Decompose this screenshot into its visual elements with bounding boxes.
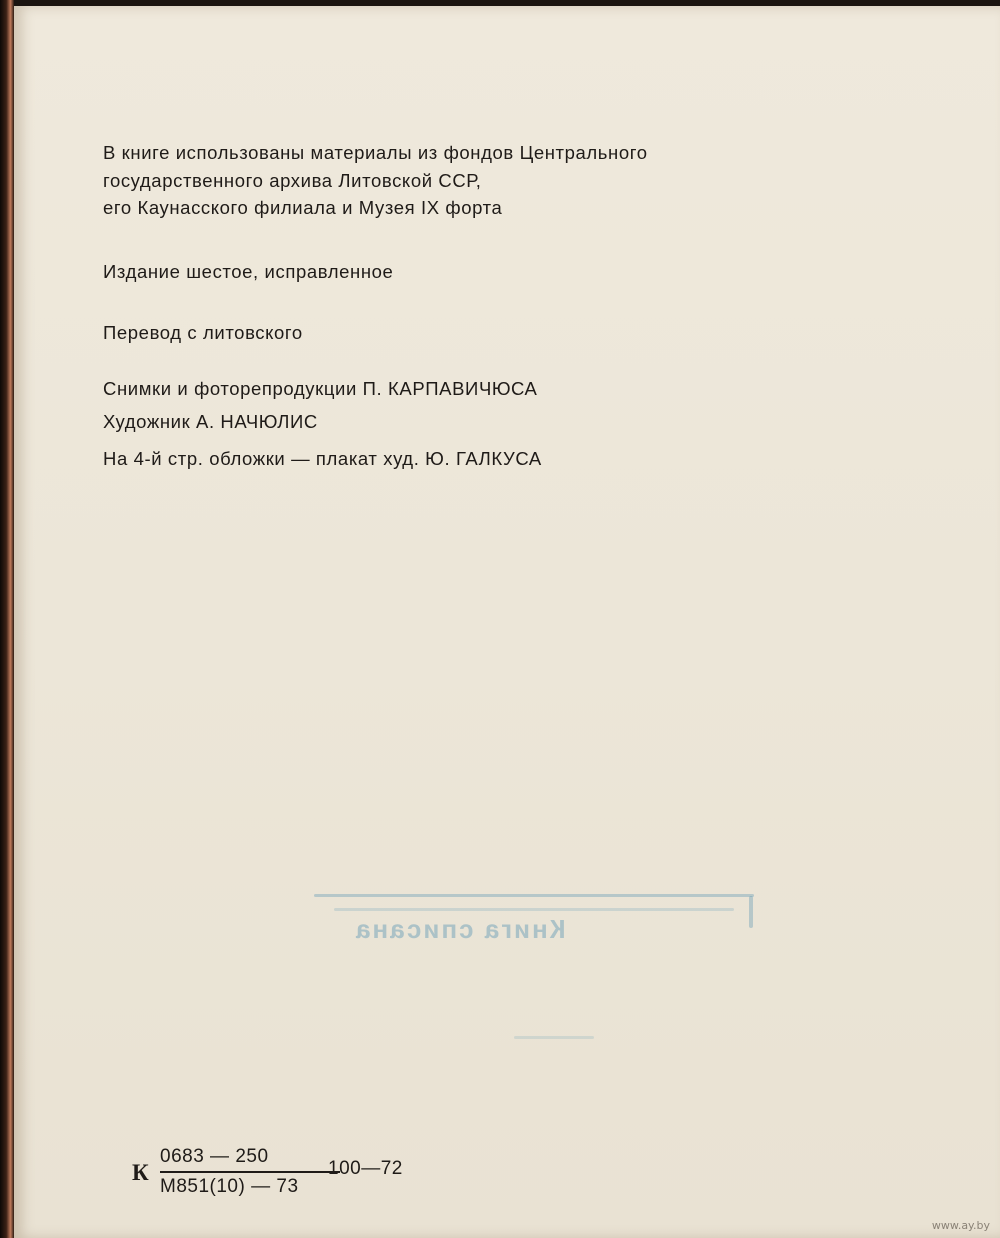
book-spine-edge [0,0,14,1238]
library-stamp: Книга списана [354,914,566,944]
sources-line-3: его Каунасского филиала и Музея IX форта [103,197,503,218]
stamp-rule-side [749,896,753,928]
sources-line-2: государственного архива Литовской ССР, [103,170,482,191]
sources-line-1: В книге использованы материалы из фондов Центрального [103,142,648,163]
watermark: www.ay.by [931,1219,990,1232]
biblio-fraction-bar [160,1171,340,1173]
biblio-right-code: 100—72 [328,1158,403,1179]
artist-credit: Художник А. НАЧЮЛИС [103,411,318,432]
photos-credit: Снимки и фоторепродукции П. КАРПАВИЧЮСА [103,378,538,399]
biblio-denominator: М851(10) — 73 [160,1176,299,1197]
translation-note: Перевод с литовского [103,322,303,343]
edition-note: Издание шестое, исправленное [103,261,394,282]
stamp-rule-mid [334,908,734,911]
stamp-rule-top [314,894,754,897]
biblio-numerator: 0683 — 250 [160,1146,269,1167]
back-cover-credit: На 4-й стр. обложки — плакат худ. Ю. ГАЛКУСА [103,448,542,469]
biblio-letter: К [132,1160,150,1185]
stamp-rule-bottom [514,1036,594,1039]
book-page [14,6,1000,1238]
